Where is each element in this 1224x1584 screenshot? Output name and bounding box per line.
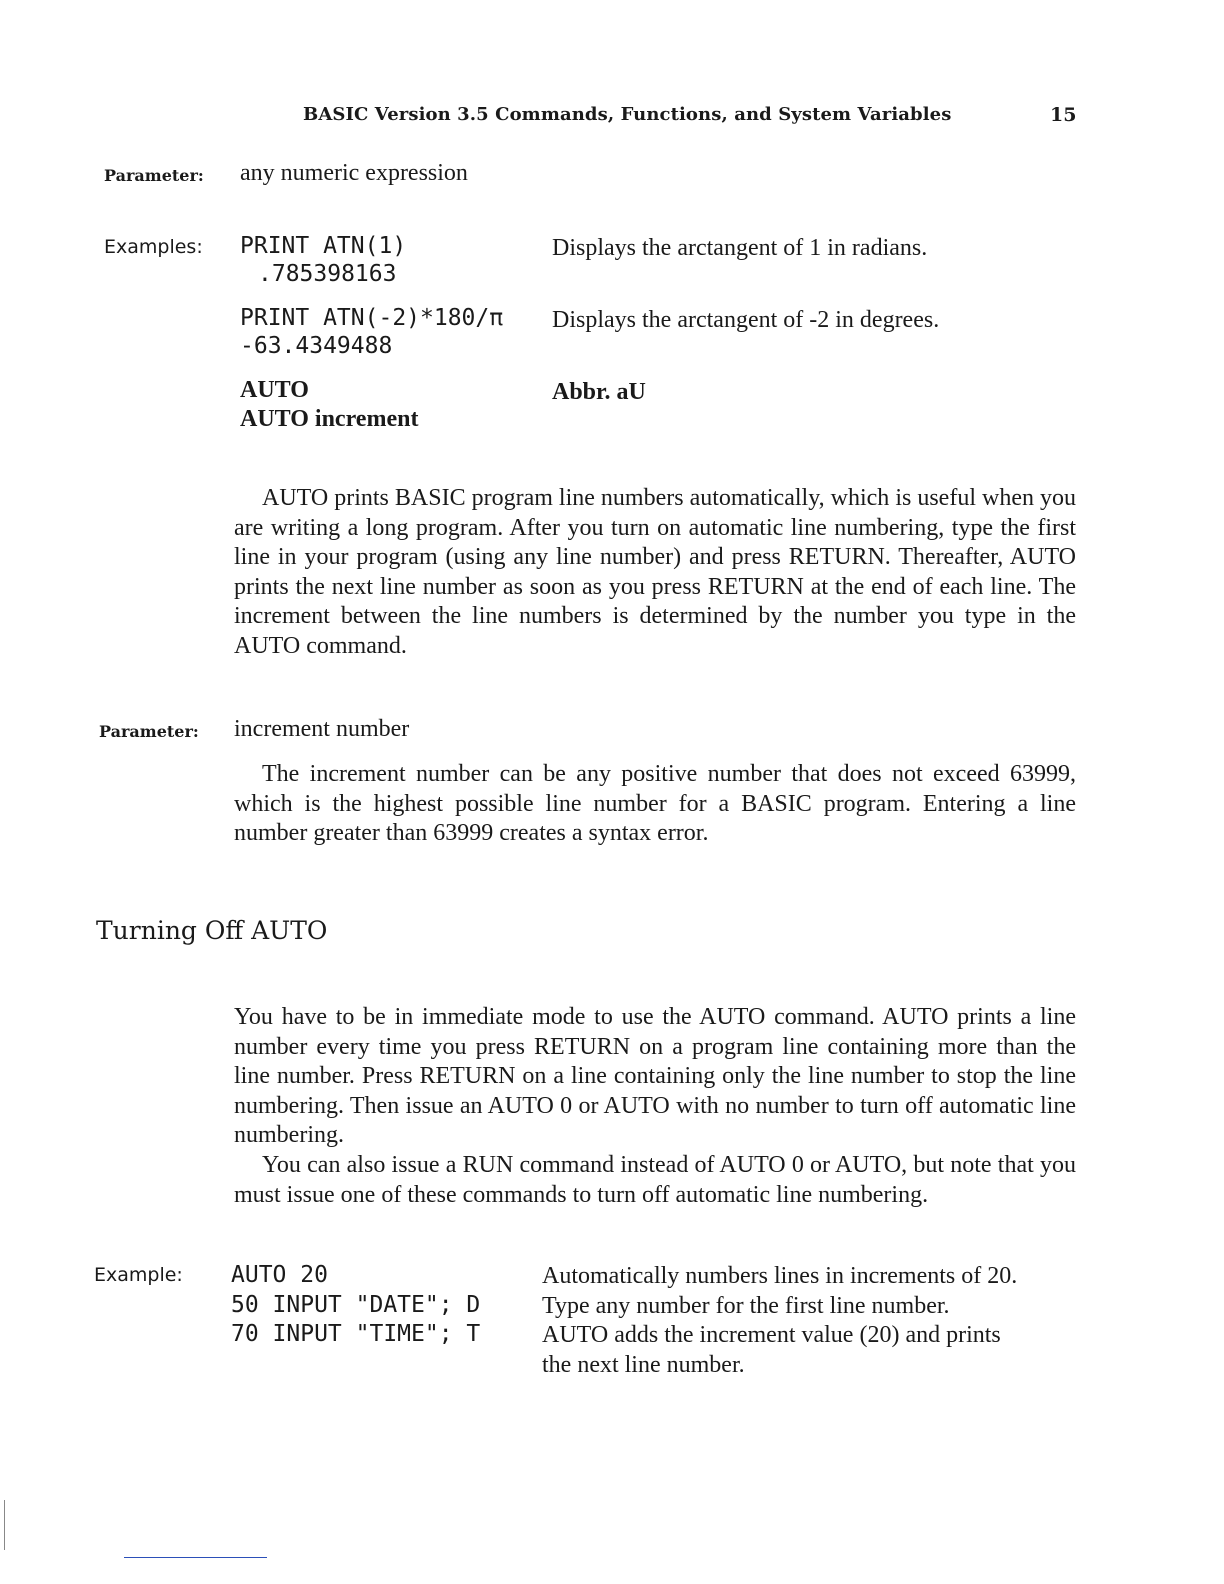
code-line: 50 INPUT "DATE"; D	[231, 1291, 481, 1318]
auto-parameter-description	[234, 760, 1076, 849]
auto-description-text: AUTO prints BASIC program line numbers automatically, which is useful when you are writing a long program. After you turn on automatic line numbering, type the first line in your program (using any line number) and press RETURN. Thereafter, AUTO prints the next line number as soon as you press RETURN at the end of each line. The increment between the line numbers is determined by the number you type in the AUTO command.	[234, 485, 1076, 659]
example-code: PRINT ATN(1)	[240, 233, 407, 259]
auto-parameter-text: increment number	[234, 716, 410, 742]
description-line: AUTO adds the increment value (20) and prints	[542, 1322, 1001, 1348]
auto-description	[234, 484, 1076, 662]
auto-syntax: AUTO	[240, 377, 309, 403]
atn-parameter-text: any numeric expression	[240, 160, 468, 186]
example-code-block	[231, 1261, 480, 1350]
code-line: 70 INPUT "TIME"; T	[231, 1321, 481, 1347]
section-heading: Turning Off AUTO	[96, 916, 328, 945]
turning-off-paragraph-1: You have to be in immediate mode to use the AUTO command. AUTO prints a line number every time you press RETURN on a program line containing more than the line number. Press RETURN on a line containing only the line number to stop the line numbering. Then issue an AUTO 0 or AUTO with no number to turn off automatic line numbering.	[234, 1004, 1076, 1149]
description-line: Automatically numbers lines in increments of 20.	[542, 1263, 1018, 1289]
code-line: AUTO 20	[231, 1262, 328, 1288]
example-label: Example:	[94, 1264, 183, 1286]
example-code: PRINT ATN(-2)*180/π	[240, 305, 504, 331]
example-description: Displays the arctangent of -2 in degrees.	[552, 307, 940, 333]
example-description-block	[542, 1262, 1017, 1380]
scan-bottom-line	[124, 1557, 267, 1558]
running-header: BASIC Version 3.5 Commands, Functions, and System Variables	[303, 104, 952, 125]
auto-parameter-description-text: The increment number can be any positive number that does not exceed 63999, which is the highest possible line number for a BASIC program. Entering a line number greater than 63999 creates a syntax error.	[234, 761, 1076, 847]
atn-parameter-label: Parameter:	[104, 166, 204, 185]
page-number: 15	[1050, 104, 1077, 126]
examples-label: Examples:	[104, 236, 203, 258]
example-description: Displays the arctangent of 1 in radians.	[552, 235, 928, 261]
description-line: the next line number.	[542, 1351, 745, 1378]
auto-abbreviation: Abbr. aU	[552, 379, 646, 405]
scan-margin-mark	[4, 1500, 5, 1550]
auto-syntax-increment: AUTO increment	[240, 406, 419, 432]
auto-parameter-label: Parameter:	[99, 722, 199, 741]
turning-off-body	[234, 1003, 1076, 1210]
description-line: Type any number for the first line number.	[542, 1292, 950, 1319]
example-output: .785398163	[258, 261, 397, 287]
turning-off-paragraph-2: You can also issue a RUN command instead of AUTO 0 or AUTO, but note that you must issue one of these commands to turn off automatic line numbering.	[234, 1151, 1076, 1208]
example-output: -63.4349488	[240, 333, 393, 359]
